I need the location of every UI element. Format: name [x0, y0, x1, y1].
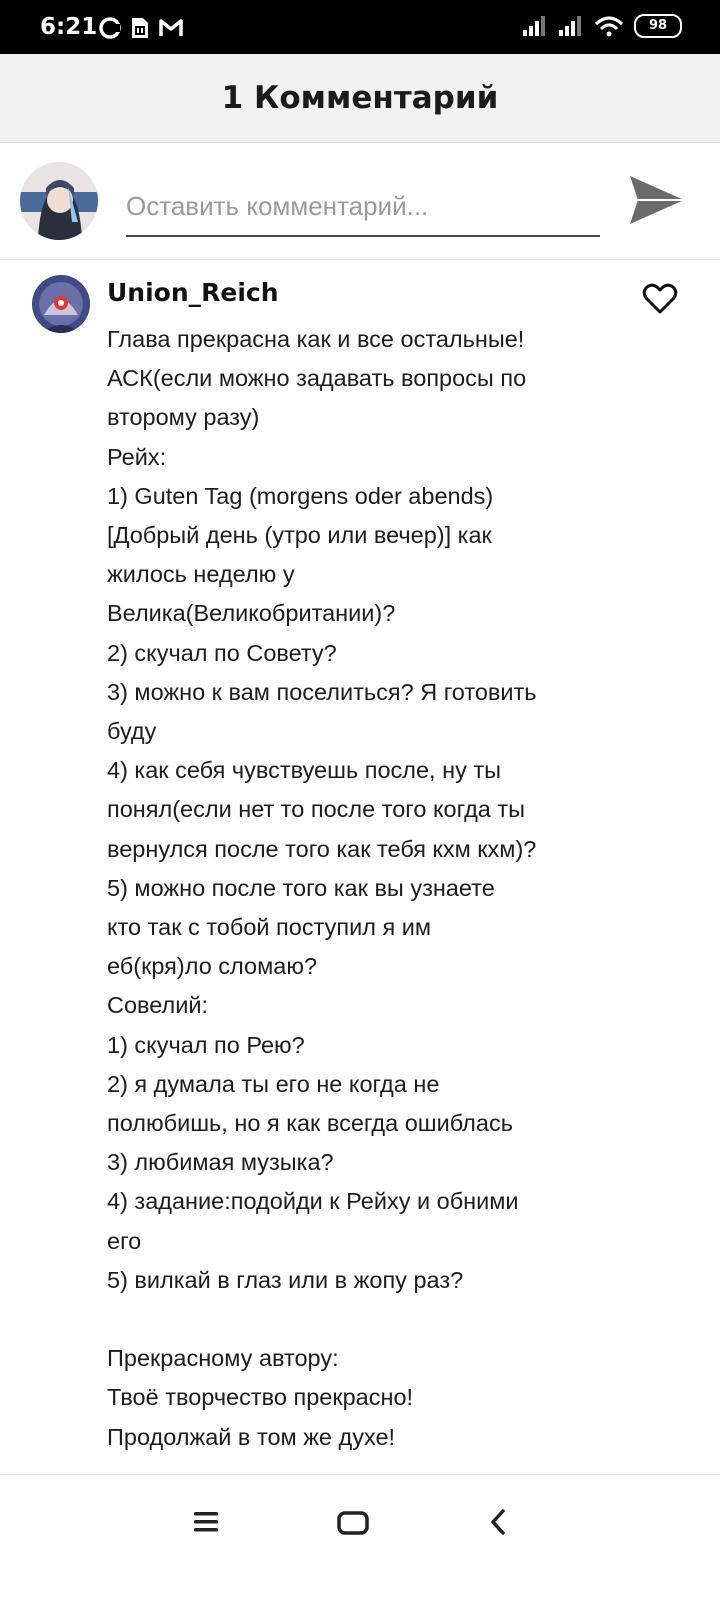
comment-author-name[interactable]: Union_Reich	[107, 278, 279, 307]
comment-compose	[0, 143, 720, 260]
author-avatar-image	[32, 275, 90, 333]
battery-indicator: 98	[634, 14, 682, 38]
comment-line: вернулся после того как тебя кхм кхм)?	[107, 835, 537, 862]
comment-line: Велика(Великобритании)?	[107, 600, 396, 627]
menu-icon	[192, 1509, 220, 1535]
comment-text	[107, 320, 607, 1457]
comment-line: второму разу)	[107, 404, 260, 431]
home-icon	[336, 1509, 370, 1537]
comment-line: 3) любимая музыка?	[107, 1149, 334, 1176]
comment-line: буду	[107, 718, 157, 745]
nav-home-button[interactable]	[336, 1509, 370, 1540]
comment-line	[107, 1300, 607, 1339]
comment-line: Прекрасному автору:	[107, 1345, 339, 1372]
comment-line: 5) можно после того как вы узнаете	[107, 874, 495, 901]
comment-line: 5) вилкай в глаз или в жопу раз?	[107, 1266, 464, 1293]
comment-line: 3) можно к вам поселиться? Я готовить	[107, 678, 537, 705]
comment-line: Продолжай в том же духе!	[107, 1423, 396, 1450]
comments-header	[0, 54, 720, 143]
comment-line: жилось неделю у	[107, 561, 295, 588]
comment-line: понял(если нет то после того когда ты	[107, 796, 526, 823]
comment-line: [Добрый день (утро или вечер)] как	[107, 522, 492, 549]
comment-line: еб(кря)ло сломаю?	[107, 953, 318, 980]
comment-line: 4) задание:подойди к Рейху и обними	[107, 1188, 519, 1215]
system-nav-bar	[0, 1474, 720, 1601]
comment-line: Глава прекрасна как и все остальные!	[107, 326, 525, 352]
comment-line: 1) скучал по Рею?	[107, 1031, 305, 1058]
comment-line: Совелий:	[107, 992, 209, 1019]
status-time: 6:21	[40, 14, 98, 40]
user-avatar-image	[20, 162, 98, 240]
comment-line: 2) скучал по Совету?	[107, 639, 337, 666]
signal-icon-2	[558, 15, 584, 37]
status-bar	[0, 0, 720, 54]
comment-line: АСК(если можно задавать вопросы по	[107, 365, 527, 392]
gmail-icon	[158, 16, 184, 40]
comment-line: его	[107, 1227, 142, 1254]
signal-icon	[522, 15, 548, 37]
send-icon	[626, 170, 686, 230]
comment-input[interactable]	[126, 177, 600, 237]
comment-line: полюбишь, но я как всегда ошиблась	[107, 1110, 513, 1137]
page-title: 1 Комментарий	[221, 80, 499, 116]
nav-back-button[interactable]	[486, 1507, 510, 1540]
comment-line: 2) я думала ты его не когда не	[107, 1070, 440, 1097]
nav-menu-button[interactable]	[192, 1509, 220, 1538]
comment-line: Твоё творчество прекрасно!	[107, 1384, 414, 1411]
send-button[interactable]	[626, 170, 686, 230]
comment-line: кто так с тобой поступил я им	[107, 914, 432, 941]
back-icon	[486, 1507, 510, 1537]
comment-line: Рейх:	[107, 443, 167, 470]
like-button[interactable]	[640, 282, 680, 318]
sync-icon	[98, 16, 122, 40]
comment-author-avatar[interactable]	[32, 275, 90, 333]
user-avatar	[20, 162, 98, 240]
wifi-icon	[594, 15, 624, 37]
comment-line: 1) Guten Tag (morgens oder abends)	[107, 482, 494, 509]
comment-line: 4) как себя чувствуешь после, ну ты	[107, 757, 502, 784]
sim-card-icon	[130, 16, 150, 40]
heart-outline-icon	[642, 283, 678, 315]
